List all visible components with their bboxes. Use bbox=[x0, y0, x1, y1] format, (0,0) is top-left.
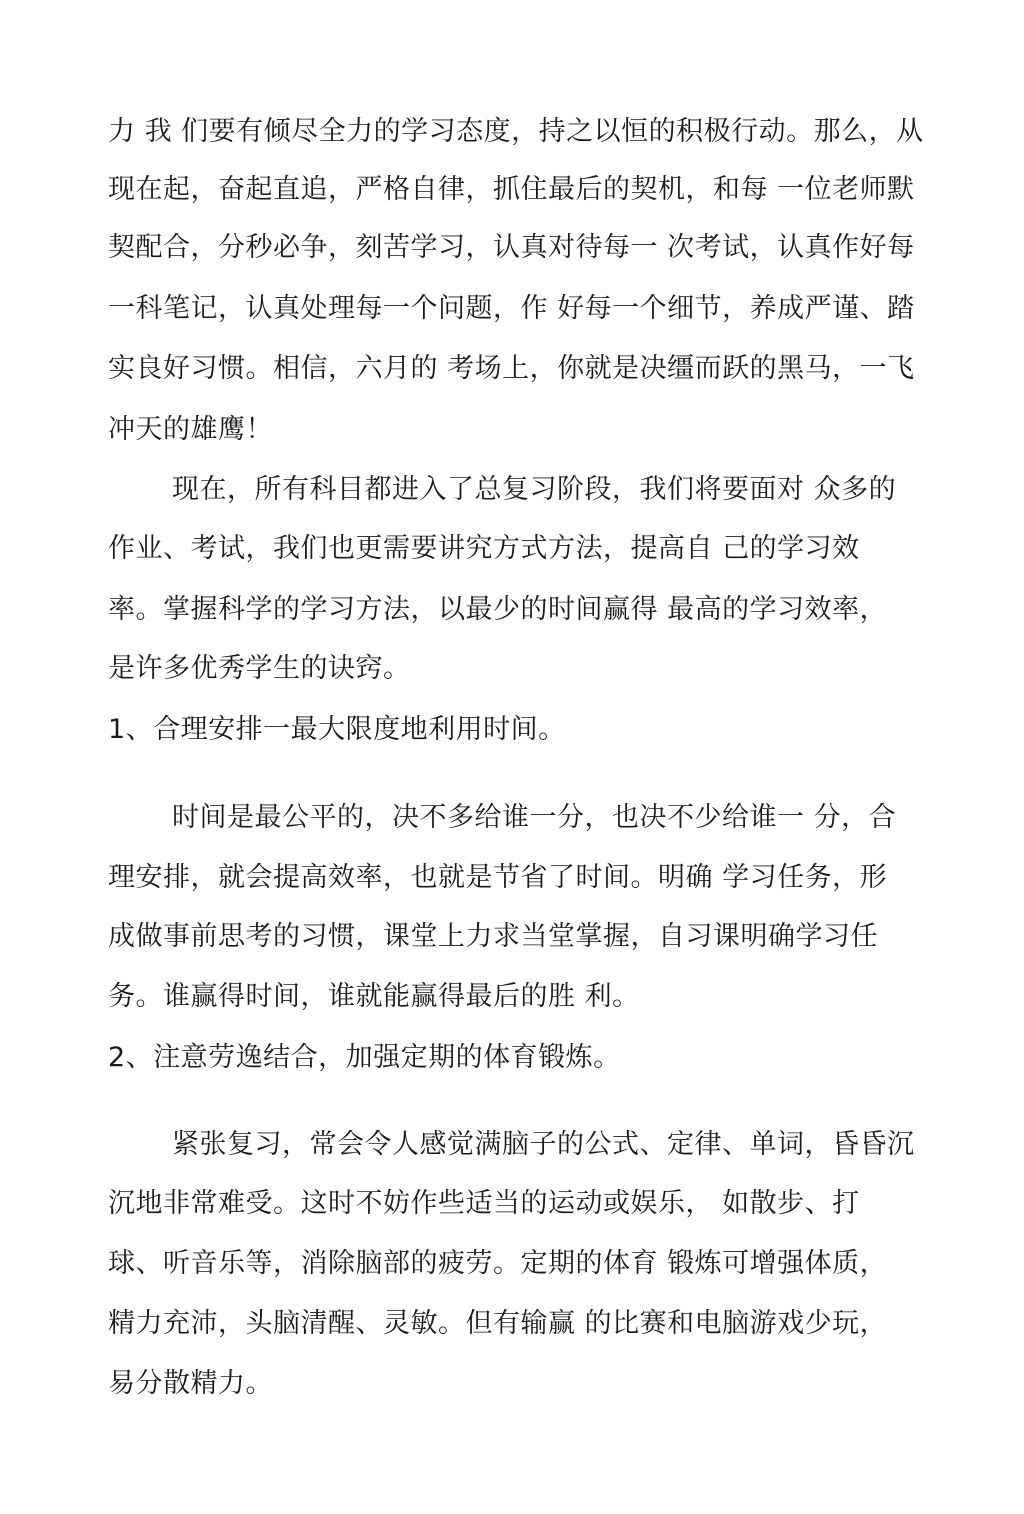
text-line: 球、听音乐等，消除脑部的疲劳。定期的体育 锻炼可增强体质， bbox=[108, 1248, 888, 1279]
text-line: 现在，所有科目都进入了总复习阶段，我们将要面对 众多的 bbox=[172, 474, 897, 505]
text-line: 现在起，奋起直追，严格自律，抓住最后的契机，和每 一位老师默 bbox=[108, 174, 915, 205]
text-line: 冲天的雄鹰！ bbox=[108, 414, 273, 445]
section-heading: 1、合理安排一最大限度地利用时间。 bbox=[108, 714, 566, 745]
text-line: 易分散精力。 bbox=[108, 1368, 273, 1399]
text-line: 精力充沛，头脑清醒、灵敏。但有输赢 的比赛和电脑游戏少玩， bbox=[108, 1308, 888, 1339]
text-line: 一科笔记，认真处理每一个问题，作 好每一个细节，养成严谨、踏 bbox=[108, 293, 915, 324]
text-line: 是许多优秀学生的诀窍。 bbox=[108, 653, 411, 684]
text-line: 率。掌握科学的学习方法，以最少的时间赢得 最高的学习效率， bbox=[108, 594, 888, 625]
text-line: 理安排，就会提高效率，也就是节省了时间。明确 学习任务，形 bbox=[108, 862, 888, 893]
text-line: 作业、考试，我们也更需要讲究方式方法，提高自 己的学习效 bbox=[108, 533, 860, 564]
section-heading: 2、注意劳逸结合，加强定期的体育锻炼。 bbox=[108, 1042, 621, 1073]
text-line: 沉地非常难受。这时不妨作些适当的运动或娱乐， 如散步、打 bbox=[108, 1188, 860, 1219]
text-line: 契配合，分秒必争，刻苦学习，认真对待每一 次考试，认真作好每 bbox=[108, 232, 915, 263]
text-line: 务。谁赢得时间，谁就能赢得最后的胜 利。 bbox=[108, 981, 640, 1012]
text-line: 紧张复习，常会令人感觉满脑子的公式、定律、单词，昏昏沉 bbox=[172, 1129, 915, 1160]
text-line: 时间是最公平的，决不多给谁一分，也决不少给谁一 分，合 bbox=[172, 802, 897, 833]
text-line: 成做事前思考的习惯，课堂上力求当堂掌握，自习课明确学习任 bbox=[108, 921, 878, 952]
text-line: 实良好习惯。相信，六月的 考场上，你就是决缰而跃的黑马，一飞 bbox=[108, 353, 915, 384]
text-line: 力 我 们要有倾尽全力的学习态度，持之以恒的积极行动。那么，从 bbox=[108, 116, 924, 147]
